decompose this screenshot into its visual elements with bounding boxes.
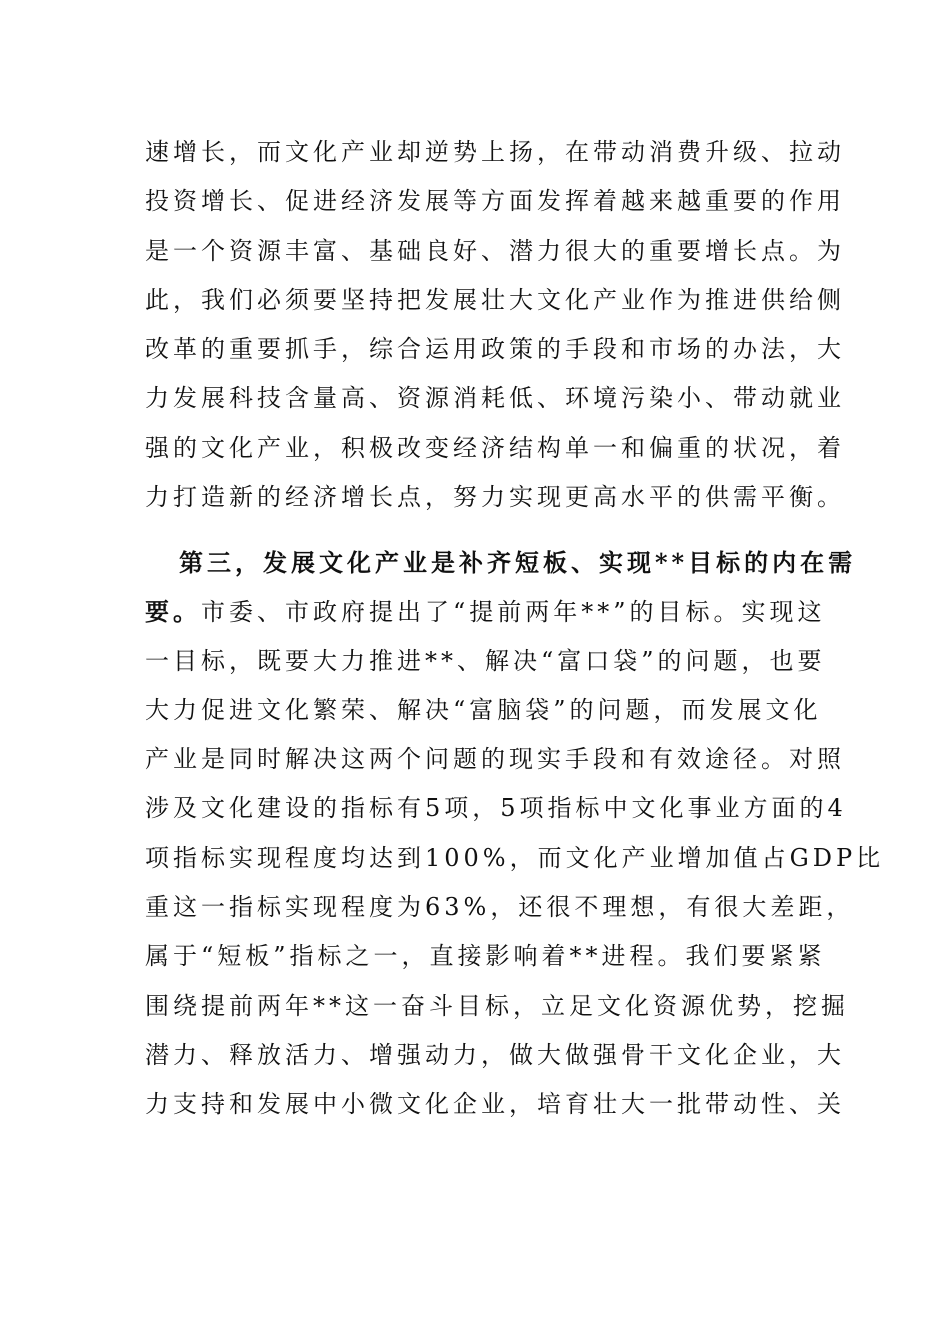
text-line: 一目标，既要大力推进**、解决“富口袋”的问题，也要 <box>145 646 826 675</box>
text-line: 此，我们必须要坚持把发展壮大文化产业作为推进供给侧 <box>145 285 845 314</box>
text-line: 强的文化产业，积极改变经济结构单一和偏重的状况，着 <box>145 433 845 462</box>
paragraph-growth <box>145 128 845 522</box>
text-line: 投资增长、促进经济发展等方面发挥着越来越重要的作用 <box>145 187 845 216</box>
text-line: 速增长，而文化产业却逆势上扬，在带动消费升级、拉动 <box>145 138 845 166</box>
text-line: 力支持和发展中小微文化企业，培育壮大一批带动性、关 <box>145 1090 845 1119</box>
text-line <box>145 587 826 636</box>
text-line: 属于“短板”指标之一，直接影响着**进程。我们要紧紧 <box>145 942 826 971</box>
text-line: 力发展科技含量高、资源消耗低、环境污染小、带动就业 <box>145 384 845 413</box>
paragraph-third-point <box>145 538 885 1130</box>
text-line-rest: 市委、市政府提出了“提前两年**”的目标。实现这 <box>201 598 826 627</box>
text-line: 产业是同时解决这两个问题的现实手段和有效途径。对照 <box>145 745 845 774</box>
text-line: 项指标实现程度均达到100%，而文化产业增加值占GDP比 <box>145 843 885 872</box>
text-line: 潜力、释放活力、增强动力，做大做强骨干文化企业，大 <box>145 1040 845 1069</box>
text-line: 围绕提前两年**这一奋斗目标，立足文化资源优势，挖掘 <box>145 991 849 1020</box>
section-heading: 第三，发展文化产业是补齐短板、实现**目标的内在需 <box>179 548 857 577</box>
text-line: 大力促进文化繁荣、解决“富脑袋”的问题，而发展文化 <box>145 695 822 724</box>
section-heading-end: 要。 <box>145 597 201 627</box>
text-line: 重这一指标实现程度为63%，还很不理想，有很大差距， <box>145 893 855 922</box>
text-line: 是一个资源丰富、基础良好、潜力很大的重要增长点。为 <box>145 236 845 265</box>
text-line: 改革的重要抓手，综合运用政策的手段和市场的办法，大 <box>145 335 845 364</box>
text-line: 涉及文化建设的指标有5项，5项指标中文化事业方面的4 <box>145 794 847 823</box>
text-line: 力打造新的经济增长点，努力实现更高水平的供需平衡。 <box>145 483 845 512</box>
